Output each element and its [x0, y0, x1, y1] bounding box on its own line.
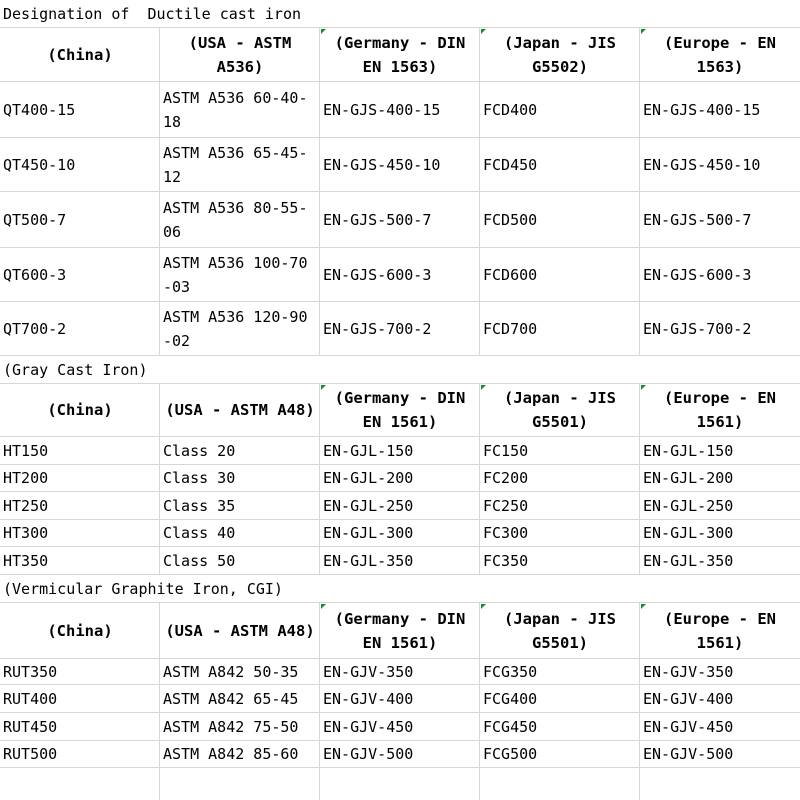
table-row [0, 82, 800, 138]
table-cell[interactable]: EN-GJS-700-2 [643, 319, 752, 338]
table-row [0, 437, 800, 465]
table-cell[interactable]: EN-GJV-450 [643, 717, 734, 736]
column-header[interactable]: (USA - ASTM A536) [188, 33, 301, 76]
section-title[interactable]: (Gray Cast Iron) [3, 360, 148, 379]
table-cell[interactable]: HT300 [3, 524, 49, 542]
table-cell[interactable]: EN-GJL-250 [323, 496, 414, 515]
column-header[interactable]: (China) [47, 401, 113, 419]
table-cell[interactable]: ASTM A536 60-40-18 [163, 88, 308, 131]
table-row [0, 465, 800, 492]
table-cell[interactable]: EN-GJS-600-3 [643, 265, 752, 284]
table-cell[interactable]: FC200 [483, 469, 529, 487]
table-cell[interactable]: EN-GJV-350 [323, 662, 414, 681]
table-cell[interactable]: ASTM A536 120-90-02 [163, 307, 308, 350]
comment-marker-icon [641, 385, 646, 390]
column-header[interactable]: (Japan - JIS G5501) [504, 389, 626, 431]
table-cell[interactable]: ASTM A842 85-60 [163, 745, 299, 763]
header-row [0, 384, 800, 437]
table-cell[interactable]: RUT400 [3, 689, 58, 708]
table-cell[interactable]: EN-GJL-300 [643, 524, 734, 542]
table-row [0, 520, 800, 547]
table-cell[interactable]: Class 20 [163, 441, 236, 460]
table-cell[interactable]: Class 50 [163, 551, 236, 570]
table-row [0, 192, 800, 248]
column-header[interactable]: (Europe - EN 1561) [664, 389, 786, 431]
table-cell[interactable]: ASTM A536 100-70-03 [163, 253, 308, 296]
table-cell[interactable]: ASTM A536 80-55-06 [163, 198, 308, 241]
table-cell[interactable]: FCD450 [483, 155, 538, 174]
comment-marker-icon [481, 385, 486, 390]
column-header[interactable]: (Europe - EN 1563) [664, 33, 786, 76]
section-title-row [0, 0, 800, 28]
column-header[interactable]: (Europe - EN 1561) [664, 609, 786, 652]
table-cell[interactable]: EN-GJS-400-15 [323, 100, 441, 119]
comment-marker-icon [321, 604, 326, 609]
table-cell[interactable]: ASTM A842 65-45 [163, 689, 299, 708]
column-header[interactable]: (Germany - DIN EN 1563) [334, 33, 475, 76]
section-title[interactable]: Designation of Ductile cast iron [3, 4, 302, 23]
section-title[interactable]: (Vermicular Graphite Iron, CGI) [3, 579, 283, 598]
table-cell[interactable]: EN-GJL-300 [323, 524, 414, 542]
table-cell[interactable]: FC300 [483, 524, 529, 542]
column-header[interactable]: (Japan - JIS G5501) [504, 609, 626, 652]
table-cell[interactable]: RUT350 [3, 662, 58, 681]
table-cell[interactable]: FCG350 [483, 662, 538, 681]
header-row [0, 28, 800, 82]
column-header[interactable]: (Germany - DIN EN 1561) [334, 389, 475, 431]
table-cell[interactable]: EN-GJV-500 [323, 745, 414, 763]
table-row [0, 138, 800, 192]
table-cell[interactable]: FCG500 [483, 745, 538, 763]
table-cell[interactable]: ASTM A842 75-50 [163, 717, 299, 736]
table-cell[interactable]: ASTM A536 65-45-12 [163, 143, 308, 186]
table-row [0, 659, 800, 685]
table-cell[interactable]: HT200 [3, 469, 49, 487]
comment-marker-icon [321, 29, 326, 34]
comment-marker-icon [641, 604, 646, 609]
comment-marker-icon [481, 604, 486, 609]
table-cell[interactable]: FC350 [483, 551, 529, 570]
table-cell[interactable]: EN-GJV-400 [643, 689, 734, 708]
comment-marker-icon [321, 385, 326, 390]
column-header[interactable]: (Germany - DIN EN 1561) [334, 609, 475, 652]
column-header[interactable]: (USA - ASTM A48) [165, 401, 315, 419]
header-row [0, 603, 800, 659]
table-cell[interactable]: FCD700 [483, 319, 538, 338]
table-cell[interactable]: Class 35 [163, 496, 236, 515]
table-row [0, 492, 800, 520]
table-cell[interactable]: EN-GJL-350 [643, 551, 734, 570]
table-cell[interactable]: Class 40 [163, 524, 236, 542]
table-cell[interactable]: HT250 [3, 496, 49, 515]
table-cell[interactable]: EN-GJS-500-7 [323, 210, 432, 229]
table-cell[interactable]: FCD600 [483, 265, 538, 284]
section-title-row [0, 575, 800, 603]
section-title-row [0, 356, 800, 384]
table-cell[interactable]: EN-GJL-200 [323, 469, 414, 487]
table-cell[interactable]: EN-GJS-400-15 [643, 100, 761, 119]
table-cell[interactable]: EN-GJL-200 [643, 469, 734, 487]
table-cell[interactable]: EN-GJS-450-10 [323, 155, 441, 174]
table-row [0, 713, 800, 741]
table-cell[interactable]: QT450-10 [3, 155, 76, 174]
table-cell[interactable]: FC150 [483, 441, 529, 460]
table-cell[interactable]: EN-GJS-500-7 [643, 210, 752, 229]
table-cell[interactable]: QT700-2 [3, 319, 67, 338]
table-cell[interactable]: EN-GJV-350 [643, 662, 734, 681]
table-cell[interactable]: EN-GJS-450-10 [643, 155, 761, 174]
table-cell[interactable]: QT500-7 [3, 210, 67, 229]
column-header[interactable]: (USA - ASTM A48) [165, 621, 315, 640]
table-cell[interactable]: EN-GJL-150 [323, 441, 414, 460]
table-cell[interactable]: FCG450 [483, 717, 538, 736]
table-cell[interactable]: EN-GJL-150 [643, 441, 734, 460]
table-cell[interactable]: EN-GJV-500 [643, 745, 734, 763]
table-cell[interactable]: FCD500 [483, 210, 538, 229]
table-cell[interactable]: HT350 [3, 551, 49, 570]
table-cell[interactable]: EN-GJL-250 [643, 496, 734, 515]
table-cell[interactable]: RUT500 [3, 745, 58, 763]
column-header[interactable]: (China) [47, 621, 113, 640]
table-cell[interactable]: EN-GJS-600-3 [323, 265, 432, 284]
table-cell[interactable]: FCD400 [483, 100, 538, 119]
column-header[interactable]: (China) [47, 45, 113, 64]
table-cell[interactable]: EN-GJS-700-2 [323, 319, 432, 338]
table-row [0, 547, 800, 575]
comment-marker-icon [481, 29, 486, 34]
table-cell[interactable]: HT150 [3, 441, 49, 460]
table-cell[interactable]: EN-GJV-450 [323, 717, 414, 736]
column-header[interactable]: (Japan - JIS G5502) [504, 33, 626, 76]
table-cell[interactable]: ASTM A842 50-35 [163, 662, 299, 681]
table-cell[interactable]: EN-GJV-400 [323, 689, 414, 708]
table-cell[interactable]: QT400-15 [3, 100, 76, 119]
table-cell[interactable]: FC250 [483, 496, 529, 515]
table-cell[interactable]: RUT450 [3, 717, 58, 736]
table-cell[interactable]: FCG400 [483, 689, 538, 708]
table-row [0, 685, 800, 713]
table-cell[interactable]: QT600-3 [3, 265, 67, 284]
table-row [0, 741, 800, 768]
comment-marker-icon [641, 29, 646, 34]
table-cell[interactable]: Class 30 [163, 469, 236, 487]
empty-row[interactable] [0, 768, 800, 800]
table-row [0, 302, 800, 356]
table-cell[interactable]: EN-GJL-350 [323, 551, 414, 570]
table-row [0, 248, 800, 302]
